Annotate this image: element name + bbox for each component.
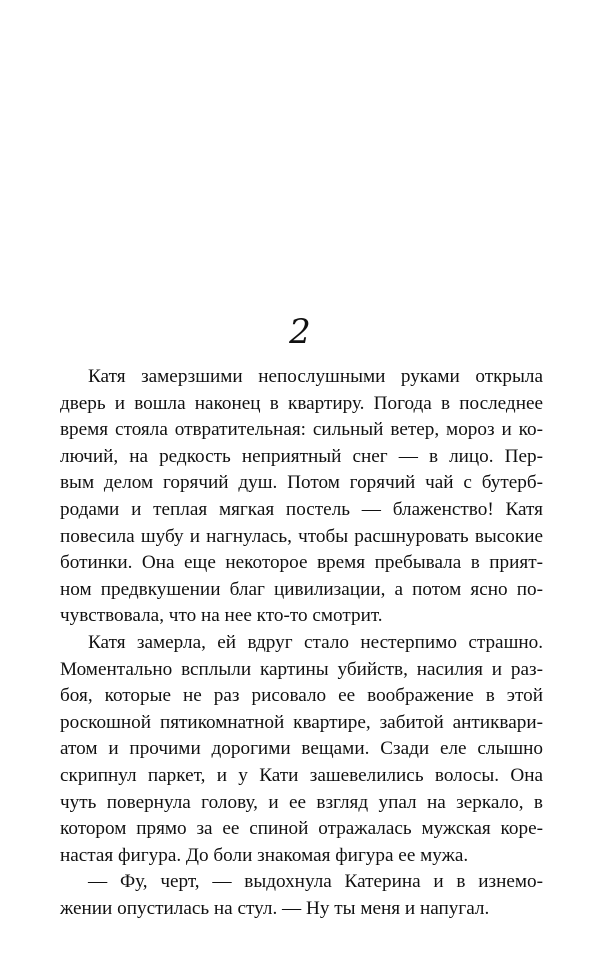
text-line: роскошной пятикомнатной квартире, забитой антиквари-	[60, 711, 543, 733]
text-line: Катя замерла, ей вдруг стало нестерпимо страшно.	[88, 631, 543, 653]
text-line: повесила шубу и нагнулась, чтобы расшнуровать высокие	[60, 525, 543, 547]
text-line: родами и теплая мягкая постель — блаженство! Катя	[60, 498, 543, 520]
text-line: — Фу, черт, — выдохнула Катерина и в изнемо-	[88, 871, 543, 893]
paragraph-1	[60, 364, 543, 630]
text-line: чувствовала, что на нее кто-то смотрит.	[60, 605, 383, 627]
chapter-text	[60, 364, 543, 922]
text-line: вым делом горячий душ. Потом горячий чай с бутерб-	[60, 472, 543, 494]
text-line: время стояла отвратительная: сильный ветер, мороз и ко-	[60, 419, 543, 441]
chapter-number: 2	[289, 312, 311, 352]
text-line: Моментально всплыли картины убийств, насилия и раз-	[60, 658, 543, 680]
text-line: ном предвкушении благ цивилизации, а потом ясно по-	[60, 578, 543, 600]
paragraph-2	[60, 630, 543, 869]
text-line: котором прямо за ее спиной отражалась мужская коре-	[60, 818, 543, 840]
text-line: настая фигура. До боли знакомая фигура ее мужа.	[60, 844, 469, 866]
text-line: чуть повернула голову, и ее взгляд упал на зеркало, в	[60, 791, 543, 813]
paragraph-3	[60, 869, 543, 922]
text-line: атом и прочими дорогими вещами. Сзади еле слышно	[60, 738, 543, 760]
text-line: Катя замерзшими непослушными руками открыла	[88, 366, 543, 387]
text-line: дверь и вошла наконец в квартиру. Погода в последнее	[60, 392, 543, 414]
text-line: ботинки. Она еще некоторое время пребывала в прият-	[60, 552, 543, 574]
text-line: боя, которые не раз рисовало ее воображение в этой	[60, 685, 543, 707]
text-line: жении опустилась на стул. — Ну ты меня и напугал.	[60, 897, 490, 919]
text-line: скрипнул паркет, и у Кати зашевелились волосы. Она	[60, 764, 543, 786]
text-line: лючий, на редкость неприятный снег — в лицо. Пер-	[60, 445, 543, 467]
